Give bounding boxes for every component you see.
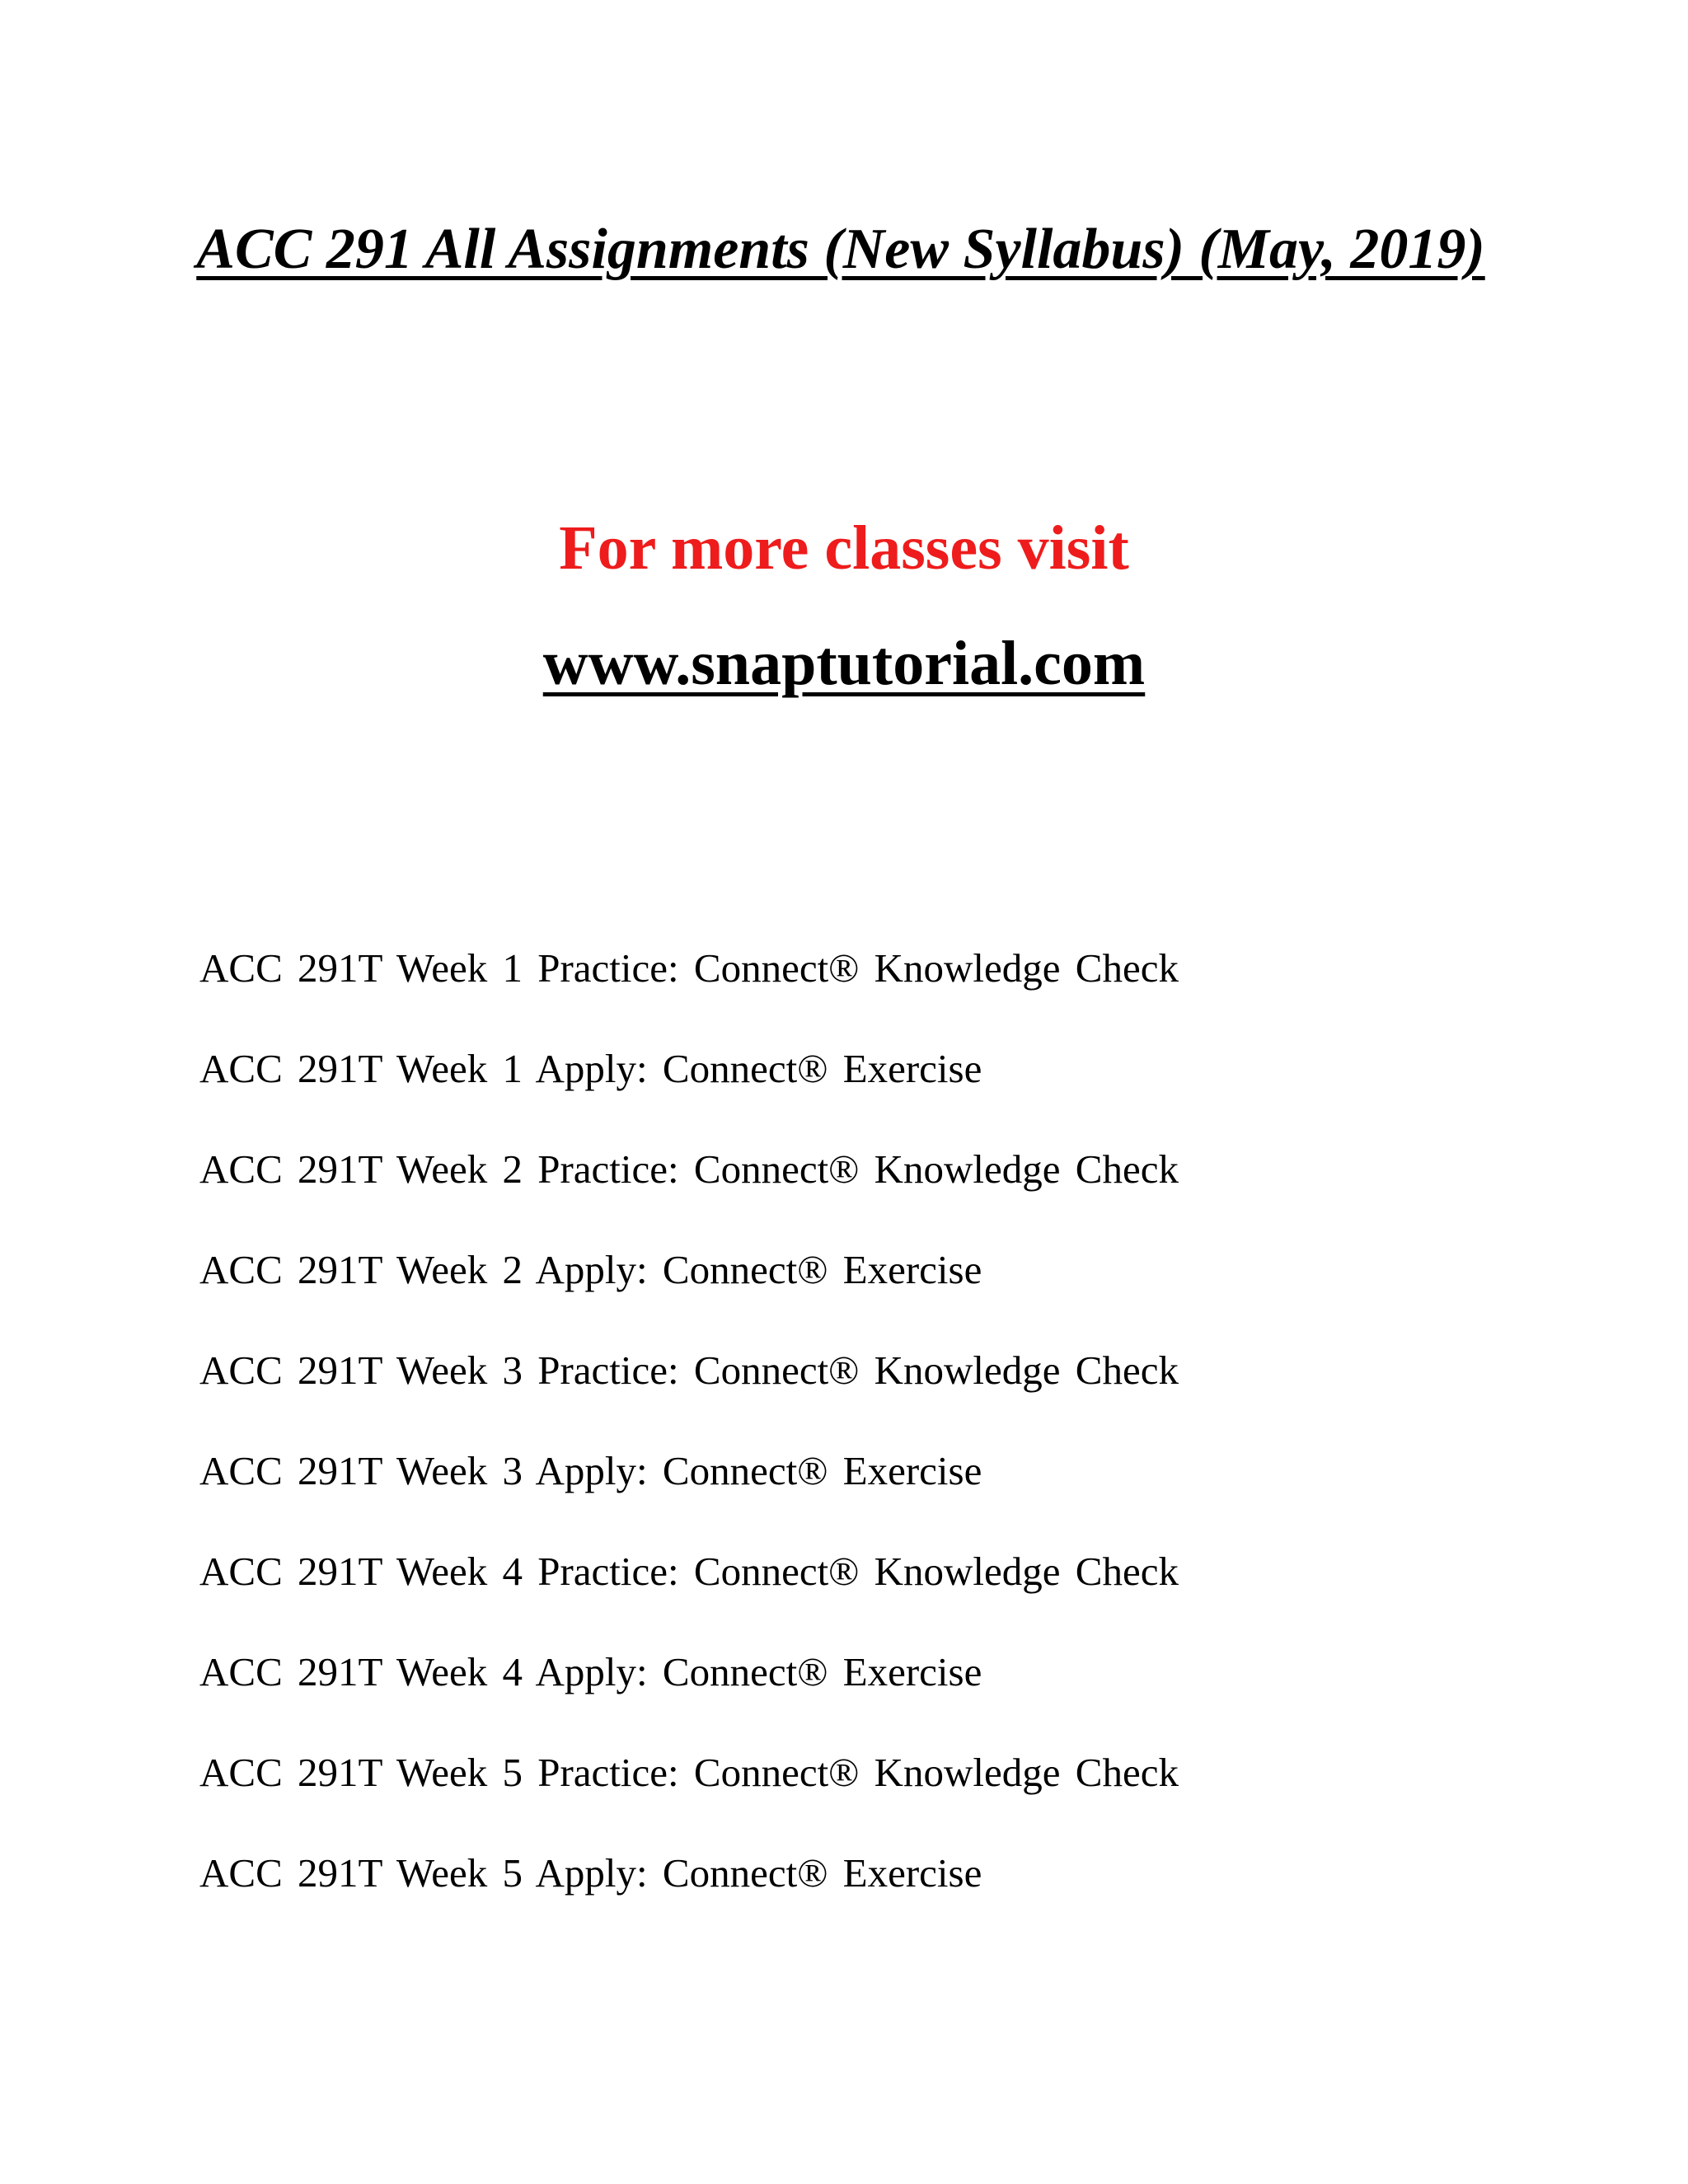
assignment-list xyxy=(199,944,1179,1949)
list-item: ACC 291T Week 5 Practice: Connect® Knowledge Check xyxy=(199,1750,1179,1795)
promo-link[interactable]: www.snaptutorial.com xyxy=(542,629,1146,698)
list-item: ACC 291T Week 3 Practice: Connect® Knowledge Check xyxy=(199,1347,1179,1393)
list-item: ACC 291T Week 1 Apply: Connect® Exercise xyxy=(199,1046,982,1091)
list-item: ACC 291T Week 2 Practice: Connect® Knowledge Check xyxy=(199,1146,1179,1192)
list-item: ACC 291T Week 3 Apply: Connect® Exercise xyxy=(199,1448,982,1493)
list-item: ACC 291T Week 4 Practice: Connect® Knowledge Check xyxy=(199,1549,1179,1594)
promo-text: For more classes visit xyxy=(559,513,1129,583)
document-title: ACC 291 All Assignments (New Syllabus) (May, 2019) xyxy=(196,218,1485,281)
list-item: ACC 291T Week 1 Practice: Connect® Knowledge Check xyxy=(199,945,1179,991)
list-item: ACC 291T Week 2 Apply: Connect® Exercise xyxy=(199,1247,982,1292)
list-item: ACC 291T Week 4 Apply: Connect® Exercise xyxy=(199,1649,982,1694)
list-item: ACC 291T Week 5 Apply: Connect® Exercise xyxy=(199,1850,982,1896)
